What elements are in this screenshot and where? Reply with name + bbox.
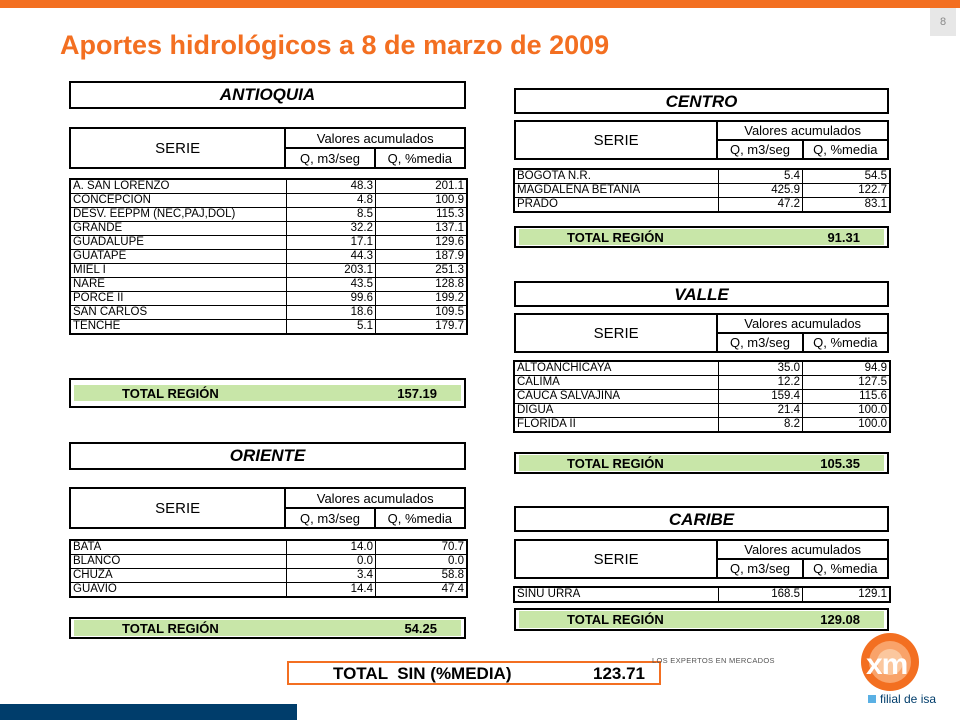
pct-value: 187.9 [376,250,467,264]
region-title-valle: VALLE [514,281,889,307]
serie-name: BLANCO [71,555,287,569]
pct-value: 94.9 [803,362,890,376]
pct-value: 100.9 [376,194,467,208]
q-value: 32.2 [287,222,376,236]
total-value: 105.35 [820,456,860,471]
total-label: TOTAL REGIÓN [122,621,219,636]
pct-value: 109.5 [376,306,467,320]
pct-value: 115.3 [376,208,467,222]
header-serie: SERIE [70,128,285,168]
table-row [71,208,467,222]
total-value: 54.25 [404,621,437,636]
q-value: 159.4 [719,390,803,404]
header-serie: SERIE [70,488,285,528]
region-title-caribe: CARIBE [514,506,889,532]
serie-name: DESV. EEPPM (NEC,PAJ,DOL) [71,208,287,222]
serie-name: SAN CARLOS [71,306,287,320]
page-number: 8 [930,8,956,36]
grand-total [287,661,661,685]
total-caribe [514,608,889,631]
pct-value: 115.6 [803,390,890,404]
table-row [71,236,467,250]
header-q-m3: Q, m3/seg [285,508,374,528]
pct-value: 47.4 [376,583,467,597]
table-row [515,418,890,432]
header-valores: Valores acumulados [285,128,465,148]
total-label: TOTAL REGIÓN [122,386,219,401]
table-row [515,390,890,404]
serie-name: GUAVIO [71,583,287,597]
serie-name: CAUCA SALVAJINA [515,390,719,404]
header-q-m3: Q, m3/seg [717,559,802,578]
logo-tagline: LOS EXPERTOS EN MERCADOS [652,656,775,665]
table-row [71,250,467,264]
header-q-media: Q, %media [375,148,465,168]
q-value: 21.4 [719,404,803,418]
serie-name: A. SAN LORENZO [71,180,287,194]
header-q-media: Q, %media [803,559,888,578]
pct-value: 70.7 [376,541,467,555]
table-row [515,184,890,198]
header-q-media: Q, %media [803,140,888,159]
total-value: 129.08 [820,612,860,627]
table-row [515,404,890,418]
serie-name: CALIMA [515,376,719,390]
q-value: 203.1 [287,264,376,278]
pct-value: 129.1 [803,588,890,602]
pct-value: 128.8 [376,278,467,292]
table-centro [514,169,890,212]
q-value: 4.8 [287,194,376,208]
serie-name: GRANDE [71,222,287,236]
table-row [515,198,890,212]
serie-name: NARE [71,278,287,292]
header-oriente [69,487,466,529]
pct-value: 83.1 [803,198,890,212]
pct-value: 251.3 [376,264,467,278]
serie-name: PRADO [515,198,719,212]
serie-name: DIGUA [515,404,719,418]
pct-value: 199.2 [376,292,467,306]
bottom-accent-bar [0,704,297,720]
table-row [71,180,467,194]
table-caribe [514,587,890,602]
header-q-m3: Q, m3/seg [717,333,802,352]
q-value: 5.1 [287,320,376,334]
serie-name: GUADALUPE [71,236,287,250]
table-row [71,278,467,292]
pct-value: 0.0 [376,555,467,569]
header-centro [514,120,889,160]
table-row [71,569,467,583]
q-value: 8.2 [719,418,803,432]
q-value: 168.5 [719,588,803,602]
table-row [71,320,467,334]
table-row [71,306,467,320]
q-value: 99.6 [287,292,376,306]
header-q-media: Q, %media [803,333,888,352]
q-value: 48.3 [287,180,376,194]
header-q-m3: Q, m3/seg [717,140,802,159]
table-oriente [70,540,467,597]
total-label: TOTAL REGIÓN [567,612,664,627]
total-label: TOTAL REGIÓN [567,230,664,245]
serie-name: SINU URRA [515,588,719,602]
table-antioquia [70,179,467,334]
table-row [515,362,890,376]
header-valle [514,313,889,353]
total-oriente [69,617,466,639]
table-row [71,222,467,236]
table-row [515,170,890,184]
table-row [71,264,467,278]
page-title: Aportes hidrológicos a 8 de marzo de 2009 [60,30,610,60]
grand-total-label: TOTAL SIN (%MEDIA) [333,664,512,683]
logo-mark-text: xm [866,648,908,681]
pct-value: 58.8 [376,569,467,583]
header-serie: SERIE [515,121,717,159]
region-title-antioquia: ANTIOQUIA [69,81,466,109]
filial-square-icon [868,695,876,703]
q-value: 5.4 [719,170,803,184]
pct-value: 100.0 [803,404,890,418]
header-antioquia [69,127,466,169]
pct-value: 122.7 [803,184,890,198]
region-title-centro: CENTRO [514,88,889,114]
serie-name: CHUZA [71,569,287,583]
serie-name: GUATAPE [71,250,287,264]
grand-total-value: 123.71 [593,664,645,683]
serie-name: ALTOANCHICAYA [515,362,719,376]
total-label: TOTAL REGIÓN [567,456,664,471]
pct-value: 100.0 [803,418,890,432]
table-row [71,555,467,569]
pct-value: 137.1 [376,222,467,236]
q-value: 18.6 [287,306,376,320]
table-row [71,194,467,208]
serie-name: PORCE II [71,292,287,306]
q-value: 0.0 [287,555,376,569]
serie-name: FLORIDA II [515,418,719,432]
header-caribe [514,539,889,579]
pct-value: 129.6 [376,236,467,250]
top-accent-bar [0,0,960,8]
q-value: 425.9 [719,184,803,198]
header-q-m3: Q, m3/seg [285,148,374,168]
q-value: 12.2 [719,376,803,390]
q-value: 14.0 [287,541,376,555]
q-value: 3.4 [287,569,376,583]
total-centro [514,226,889,248]
pct-value: 179.7 [376,320,467,334]
total-antioquia [69,378,466,408]
q-value: 14.4 [287,583,376,597]
serie-name: MIEL I [71,264,287,278]
header-valores: Valores acumulados [717,540,888,559]
table-row [71,541,467,555]
serie-name: BOGOTA N.R. [515,170,719,184]
table-row [71,583,467,597]
serie-name: MAGDALENA BETANIA [515,184,719,198]
header-serie: SERIE [515,314,717,352]
serie-name: BATA [71,541,287,555]
header-q-media: Q, %media [375,508,465,528]
q-value: 35.0 [719,362,803,376]
table-row [515,376,890,390]
q-value: 43.5 [287,278,376,292]
q-value: 17.1 [287,236,376,250]
q-value: 47.2 [719,198,803,212]
table-row [71,292,467,306]
pct-value: 127.5 [803,376,890,390]
filial-text: filial de isa [880,692,937,706]
q-value: 44.3 [287,250,376,264]
total-value: 91.31 [827,230,860,245]
pct-value: 201.1 [376,180,467,194]
header-valores: Valores acumulados [717,121,888,140]
total-value: 157.19 [397,386,437,401]
q-value: 8.5 [287,208,376,222]
header-valores: Valores acumulados [717,314,888,333]
table-row [515,588,890,602]
total-valle [514,452,889,474]
serie-name: CONCEPCIÓN [71,194,287,208]
table-valle [514,361,890,432]
header-serie: SERIE [515,540,717,578]
serie-name: TENCHE [71,320,287,334]
region-title-oriente: ORIENTE [69,442,466,470]
header-valores: Valores acumulados [285,488,465,508]
pct-value: 54.5 [803,170,890,184]
